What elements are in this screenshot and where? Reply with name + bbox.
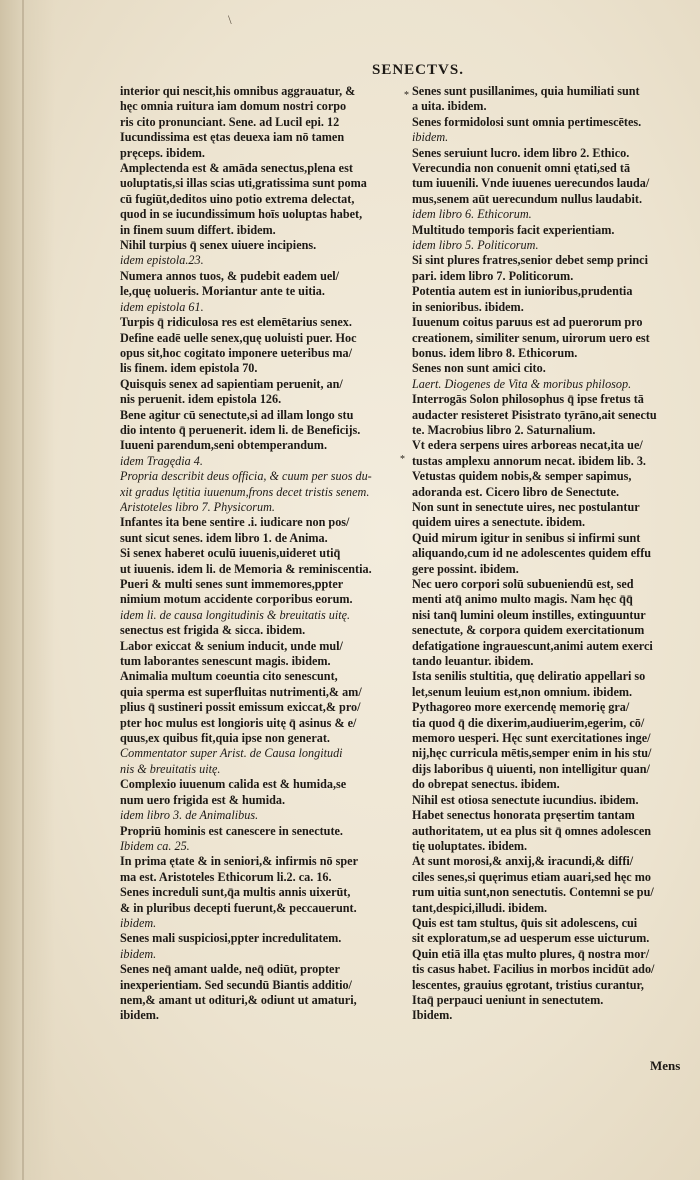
text-line: nimium motum accidente corporibus eorum. — [120, 592, 353, 607]
text-line: ma est. Aristoteles Ethicorum li.2. ca. 16. — [120, 869, 332, 884]
text-line: Senes increduli sunt,q̄a multis annis uixerūt, — [120, 885, 351, 900]
text-line: idem libro 5. Politicorum. — [412, 238, 539, 253]
text-line: Quid mirum igitur in senibus si infirmi sunt — [412, 530, 641, 545]
text-line: lescentes, grauius ęgrotant, tristius curantur, — [412, 977, 644, 992]
text-line: ibidem. — [120, 1008, 159, 1023]
text-line: nisi tanq̄ lumini oleum instilles, extinguuntur — [412, 607, 646, 622]
text-line: Nec uero corpori solū subueniendū est, sed — [412, 577, 634, 591]
text-line: At sunt morosi,& anxij,& iracundi,& diffi/ — [412, 854, 634, 869]
text-line: authoritatem, ut ea plus sit q̄ omnes adolescen — [412, 823, 652, 838]
text-line: Complexio iuuenum calida est & humida,se — [120, 777, 347, 792]
text-line: le,quę uolueris. Moriantur ante te uitia. — [120, 284, 325, 299]
text-line: Iuueni parendum,seni obtemperandum. — [120, 438, 328, 453]
text-line: Define eadē uelle senex,quę uoluisti puer. Hoc — [120, 330, 357, 345]
text-line: Multitudo temporis facit experientiam. — [412, 222, 615, 237]
text-line: let,senum leuium est,non omnium. ibidem. — [412, 684, 633, 699]
text-line: idem epistola.23. — [120, 253, 204, 268]
text-line: senectute, & corpora quidem exercitationum — [412, 623, 645, 638]
text-line: Nihil turpius q̄ senex uiuere incipiens. — [120, 238, 317, 253]
text-line: Nihil est otiosa senectute iucundius. ibidem. — [412, 792, 639, 807]
text-line: Interrogās Solon philosophus q̄ ipse fretus tā — [412, 392, 644, 407]
top-tick-mark: \ — [228, 12, 232, 27]
text-line: tum iuuenili. Vnde iuuenes uerecundos lauda/ — [412, 176, 650, 191]
text-line: Non sunt in senectute uires, nec postulantur — [412, 499, 640, 514]
text-line: inexperientiam. Sed secundū Biantis additio/ — [120, 977, 352, 992]
text-line: Turpis q̄ ridiculosa res est elemētarius senex. — [120, 315, 352, 330]
text-line: Vetustas quidem nobis,& semper sapimus, — [412, 469, 632, 484]
text-line: plius q̄ sustineri possit emissum exiccat,& pro/ — [120, 700, 361, 715]
text-line: pter hoc mulus est longioris uitę q̄ asinus & e/ — [120, 715, 357, 730]
text-line: tustas amplexu annorum necat. ibidem lib. 3. — [412, 453, 646, 468]
text-line: num uero frigida est & humida. — [120, 792, 285, 807]
text-line: Infantes ita bene sentire .i. iudicare non pos/ — [120, 515, 350, 530]
text-line: in senioribus. ibidem. — [412, 299, 524, 314]
text-line: Si senex haberet oculū iuuenis,uideret utiq̄ — [120, 546, 341, 561]
text-line: do obrepat senectus. ibidem. — [412, 777, 560, 792]
text-line: quidem uires a senectute. ibidem. — [412, 515, 586, 530]
running-header: SENECTVS. — [372, 62, 464, 78]
text-line: quod in se iucundissimum hoīs uoluptas habet, — [120, 207, 363, 222]
text-line: Senes sunt pusillanimes, quia humiliati sunt — [412, 84, 640, 98]
text-line: Numera annos tuos, & pudebit eadem uel/ — [120, 268, 340, 283]
text-line: Senes seruiunt lucro. idem libro 2. Ethico. — [412, 145, 630, 160]
text-line: Senes formidolosi sunt omnia pertimescētes. — [412, 114, 642, 129]
text-line: tię uoluptates. ibidem. — [412, 838, 528, 853]
text-line: idem epistola 61. — [120, 299, 204, 314]
text-line: cū fugiūt,deditos uino potio extrema delectat, — [120, 191, 355, 206]
text-line: Ista senilis stultitia, quę deliratio appellari so — [412, 669, 646, 684]
text-line: Vt edera serpens uires arboreas necat,ita ue/ — [412, 438, 643, 453]
text-line: ibidem. — [412, 130, 449, 145]
text-line: Itaq̄ perpauci ueniunt in senectutem. — [412, 992, 604, 1007]
text-line: dio intento q̄ peruenerit. idem li. de Beneficijs. — [120, 422, 361, 437]
page-fold — [22, 0, 24, 1180]
text-line: Quis est tam stultus, q̄uis sit adolescens, cui — [412, 915, 638, 930]
text-line: xit gradus lętitia iuuenum,frons decet tristis senem. — [120, 484, 370, 499]
text-line: dijs laboribus q̄ uiuenti, non intelligitur quan/ — [412, 761, 650, 776]
text-line: tis casus habet. Facilius in morbos incidūt ado/ — [412, 962, 655, 977]
text-line: Verecundia non conuenit omni ętati,sed tā — [412, 161, 631, 176]
text-line: idem Tragędia 4. — [120, 453, 203, 468]
margin-mark: * — [404, 90, 409, 101]
text-line: te. Macrobius libro 2. Saturnalium. — [412, 422, 596, 437]
text-line: defatigatione ingrauescunt,animi autem exerci — [412, 638, 653, 653]
text-line: tant,despici,illudi. ibidem. — [412, 900, 548, 915]
text-line: pari. idem libro 7. Politicorum. — [412, 268, 574, 283]
text-line: tum laborantes senescunt magis. ibidem. — [120, 654, 331, 669]
text-line: Pueri & multi senes sunt immemores,ppter — [120, 577, 344, 591]
text-line: Iuuenum coitus paruus est ad puerorum pro — [412, 315, 643, 330]
text-line: In prima ętate & in seniori,& infirmis nō sper — [120, 854, 358, 869]
text-line: mus,senem aūt uerecundum nullus laudabit. — [412, 191, 643, 206]
text-line: creationem, similiter senum, uirorum uero est — [412, 330, 650, 345]
text-line: Animalia multum coeuntia cito senescunt, — [120, 669, 338, 684]
margin-mark: * — [400, 454, 405, 465]
text-line: a uita. ibidem. — [412, 99, 487, 114]
text-line: gere possint. ibidem. — [412, 561, 519, 576]
text-line: rum uitia sunt,non senectutis. Contemni se pu/ — [412, 885, 654, 900]
text-line: bonus. idem libro 8. Ethicorum. — [412, 345, 578, 360]
text-line: nis peruenit. idem epistola 126. — [120, 392, 282, 407]
text-line: Commentator super Arist. de Causa longitudi — [120, 746, 343, 761]
text-line: Quin etiā illa ętas multo plures, q̄ nostra mor/ — [412, 946, 650, 961]
text-line: Quisquis senex ad sapientiam peruenit, an/ — [120, 376, 343, 391]
text-line: sunt sicut senes. idem libro 1. de Anima. — [120, 530, 328, 545]
text-line: Pythagoreo more exercendę memorię gra/ — [412, 700, 630, 715]
text-line: Si sint plures fratres,senior debet semp princi — [412, 253, 648, 268]
text-line: tando leuantur. ibidem. — [412, 654, 534, 669]
text-line: Ibidem. — [412, 1008, 453, 1023]
text-line: Ibidem ca. 25. — [120, 838, 190, 853]
text-line: Senes non sunt amici cito. — [412, 361, 546, 376]
right-column — [412, 84, 682, 1024]
text-line: quia sperma est superfluitas nutrimenti,& am/ — [120, 684, 362, 699]
text-line: sit exploratum,se ad uesperum esse uicturum. — [412, 931, 650, 946]
text-line: uoluptatis,si illas scias uti,gratissima sunt poma — [120, 176, 367, 191]
text-line: nis & breuitatis uitę. — [120, 761, 221, 776]
text-line: ibidem. — [120, 915, 157, 930]
text-line: aliquando,cum id ne adolescentes quidem effu — [412, 546, 652, 561]
text-line: ciles senes,si quęrimus etiam auari,sed hęc mo — [412, 869, 651, 884]
text-line: tia quod q̄ die dixerim,audiuerim,egerim, cō/ — [412, 715, 645, 730]
text-line: Labor exiccat & senium inducit, unde mul/ — [120, 638, 343, 653]
text-line: pręceps. ibidem. — [120, 145, 205, 160]
text-line: ris cito pronunciant. Sene. ad Lucil epi. 12 — [120, 114, 340, 129]
text-line: memoro uesperi. Hęc sunt exercitationes inge/ — [412, 731, 651, 746]
text-line: in finem suum differt. ibidem. — [120, 222, 276, 237]
text-line: Bene agitur cū senectute,si ad illam longo stu — [120, 407, 354, 422]
text-line: Aristoteles libro 7. Physicorum. — [120, 499, 275, 514]
text-line: Senes mali suspiciosi,ppter incredulitatem. — [120, 931, 342, 946]
text-line: Propriū hominis est canescere in senectute. — [120, 823, 343, 838]
text-line: opus sit,hoc cogitato imponere ueteribus ma/ — [120, 345, 353, 360]
text-line: ut iuuenis. idem li. de Memoria & reminiscentia. — [120, 561, 372, 576]
text-line: nij,hęc curricula mētis,semper enim in his stu/ — [412, 746, 652, 761]
catchword: Mens — [650, 1058, 681, 1073]
text-line: audacter resisteret Pisistrato tyrāno,ait senectu — [412, 407, 657, 422]
text-line: Laert. Diogenes de Vita & moribus philosop. — [412, 376, 632, 391]
text-line: senectus est frigida & sicca. ibidem. — [120, 623, 306, 638]
text-line: ibidem. — [120, 946, 157, 961]
text-line: interior qui nescit,his omnibus aggrauatur, & — [120, 84, 356, 98]
text-line: idem libro 6. Ethicorum. — [412, 207, 532, 222]
binding-gutter — [0, 0, 55, 1180]
text-line: hęc omnia ruitura iam domum nostri corpo — [120, 99, 347, 114]
text-line: & in pluribus decepti fuerunt,& peccauerunt. — [120, 900, 357, 915]
text-line: idem libro 3. de Animalibus. — [120, 808, 259, 823]
text-line: Potentia autem est in iunioribus,prudentia — [412, 284, 633, 299]
text-line: menti atq̄ animo multo magis. Nam hęc q̄q̄ — [412, 592, 633, 607]
text-line: nem,& amant ut odituri,& odiunt ut amaturi, — [120, 992, 357, 1007]
text-line: adoranda est. Cicero libro de Senectute. — [412, 484, 620, 499]
left-column — [120, 84, 398, 1024]
text-line: idem li. de causa longitudinis & breuitatis uitę. — [120, 607, 351, 622]
text-line: Senes neq̄ amant ualde, neq̄ odiūt, propter — [120, 962, 340, 977]
text-line: Propria describit deus officia, & cuum per suos du- — [120, 469, 372, 484]
text-line: lis finem. idem epistola 70. — [120, 361, 258, 376]
text-line: Amplectenda est & amāda senectus,plena est — [120, 161, 353, 176]
text-line: Habet senectus honorata pręsertim tantam — [412, 808, 635, 823]
text-line: quus,ex quibus fit,quia ipse non generat. — [120, 731, 330, 746]
text-line: Iucundissima est ętas deuexa iam nō tamen — [120, 130, 345, 145]
